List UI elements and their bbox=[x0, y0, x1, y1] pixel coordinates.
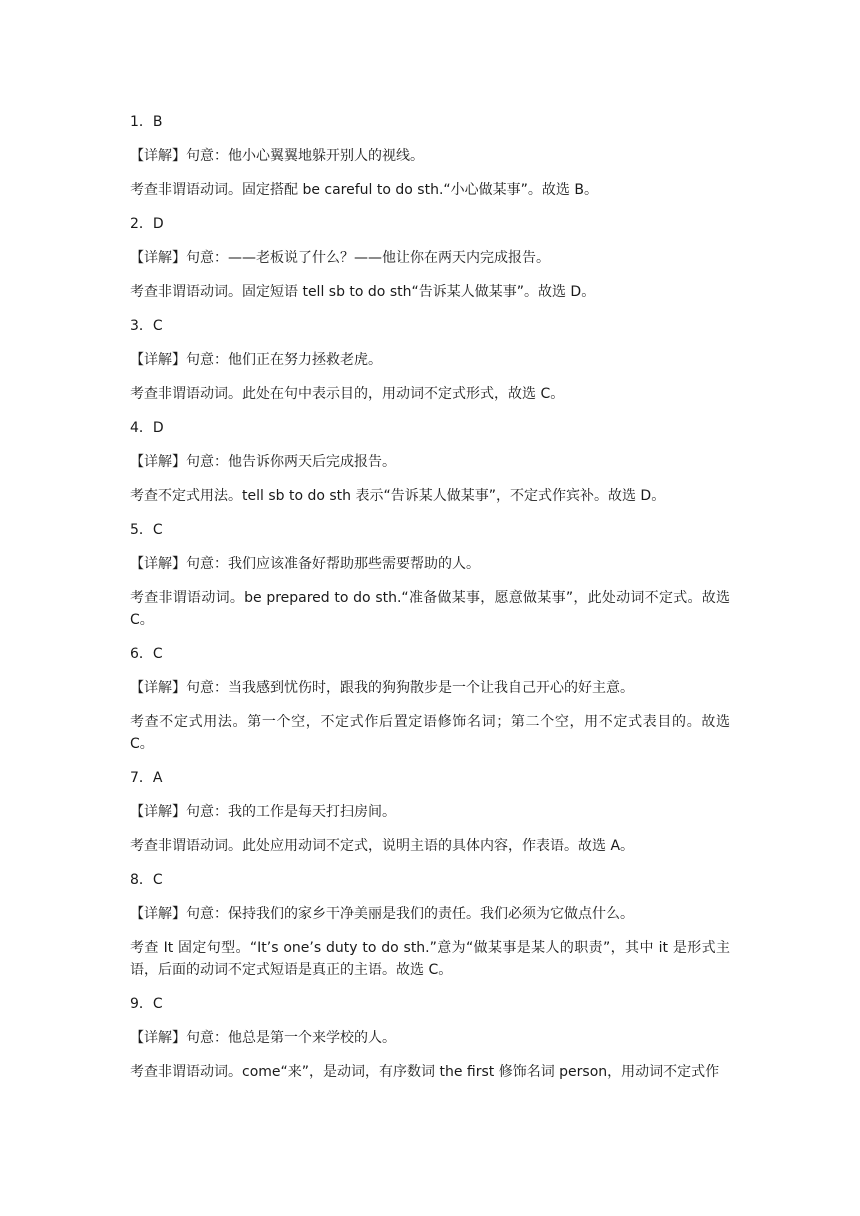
answer-detail: 【详解】句意：他总是第一个来学校的人。 bbox=[130, 1030, 396, 1046]
answer-analysis: 考查非谓语动词。be prepared to do sth.“准备做某事，愿意做某事”，此处动词不定式。故选 C。 bbox=[130, 590, 730, 628]
answer-detail: 【详解】句意：他们正在努力拯救老虎。 bbox=[130, 352, 382, 368]
answer-detail: 【详解】句意：当我感到忧伤时，跟我的狗狗散步是一个让我自己开心的好主意。 bbox=[130, 680, 634, 696]
answer-analysis: 考查不定式用法。tell sb to do sth 表示“告诉某人做某事”，不定式作宾补。故选 D。 bbox=[130, 488, 666, 504]
answer-number: 8．C bbox=[130, 872, 163, 888]
answer-detail: 【详解】句意：保持我们的家乡干净美丽是我们的责任。我们必须为它做点什么。 bbox=[130, 906, 634, 922]
answer-number: 9．C bbox=[130, 996, 163, 1012]
answer-detail: 【详解】句意：我的工作是每天打扫房间。 bbox=[130, 804, 396, 820]
answer-analysis: 考查非谓语动词。固定短语 tell sb to do sth“告诉某人做某事”。故选 D。 bbox=[130, 284, 596, 300]
answer-analysis: 考查非谓语动词。come“来”，是动词，有序数词 the first 修饰名词 person，用动词不定式作 bbox=[130, 1064, 720, 1080]
answer-detail: 【详解】句意：他告诉你两天后完成报告。 bbox=[130, 454, 396, 470]
answer-number: 5．C bbox=[130, 522, 163, 538]
answer-analysis: 考查非谓语动词。固定搭配 be careful to do sth.“小心做某事”。故选 B。 bbox=[130, 182, 598, 198]
answer-analysis: 考查非谓语动词。此处在句中表示目的，用动词不定式形式，故选 C。 bbox=[130, 386, 565, 402]
answer-detail: 【详解】句意：我们应该准备好帮助那些需要帮助的人。 bbox=[130, 556, 480, 572]
answer-number: 1．B bbox=[130, 114, 163, 130]
answer-detail: 【详解】句意：——老板说了什么？——他让你在两天内完成报告。 bbox=[130, 250, 550, 266]
answer-analysis: 考查 It 固定句型。“It’s one’s duty to do sth.”意为“做某事是某人的职责”，其中 it 是形式主语，后面的动词不定式短语是真正的主语。故选 C。 bbox=[130, 940, 730, 978]
answer-number: 7．A bbox=[130, 770, 163, 786]
answer-number: 2．D bbox=[130, 216, 164, 232]
answer-analysis: 考查非谓语动词。此处应用动词不定式，说明主语的具体内容，作表语。故选 A。 bbox=[130, 838, 635, 854]
answer-analysis: 考查不定式用法。第一个空，不定式作后置定语修饰名词；第二个空，用不定式表目的。故选 C。 bbox=[130, 714, 730, 752]
answer-number: 6．C bbox=[130, 646, 163, 662]
answer-list bbox=[130, 111, 730, 1095]
answer-number: 4．D bbox=[130, 420, 164, 436]
answer-detail: 【详解】句意：他小心翼翼地躲开别人的视线。 bbox=[130, 148, 424, 164]
answer-number: 3．C bbox=[130, 318, 163, 334]
